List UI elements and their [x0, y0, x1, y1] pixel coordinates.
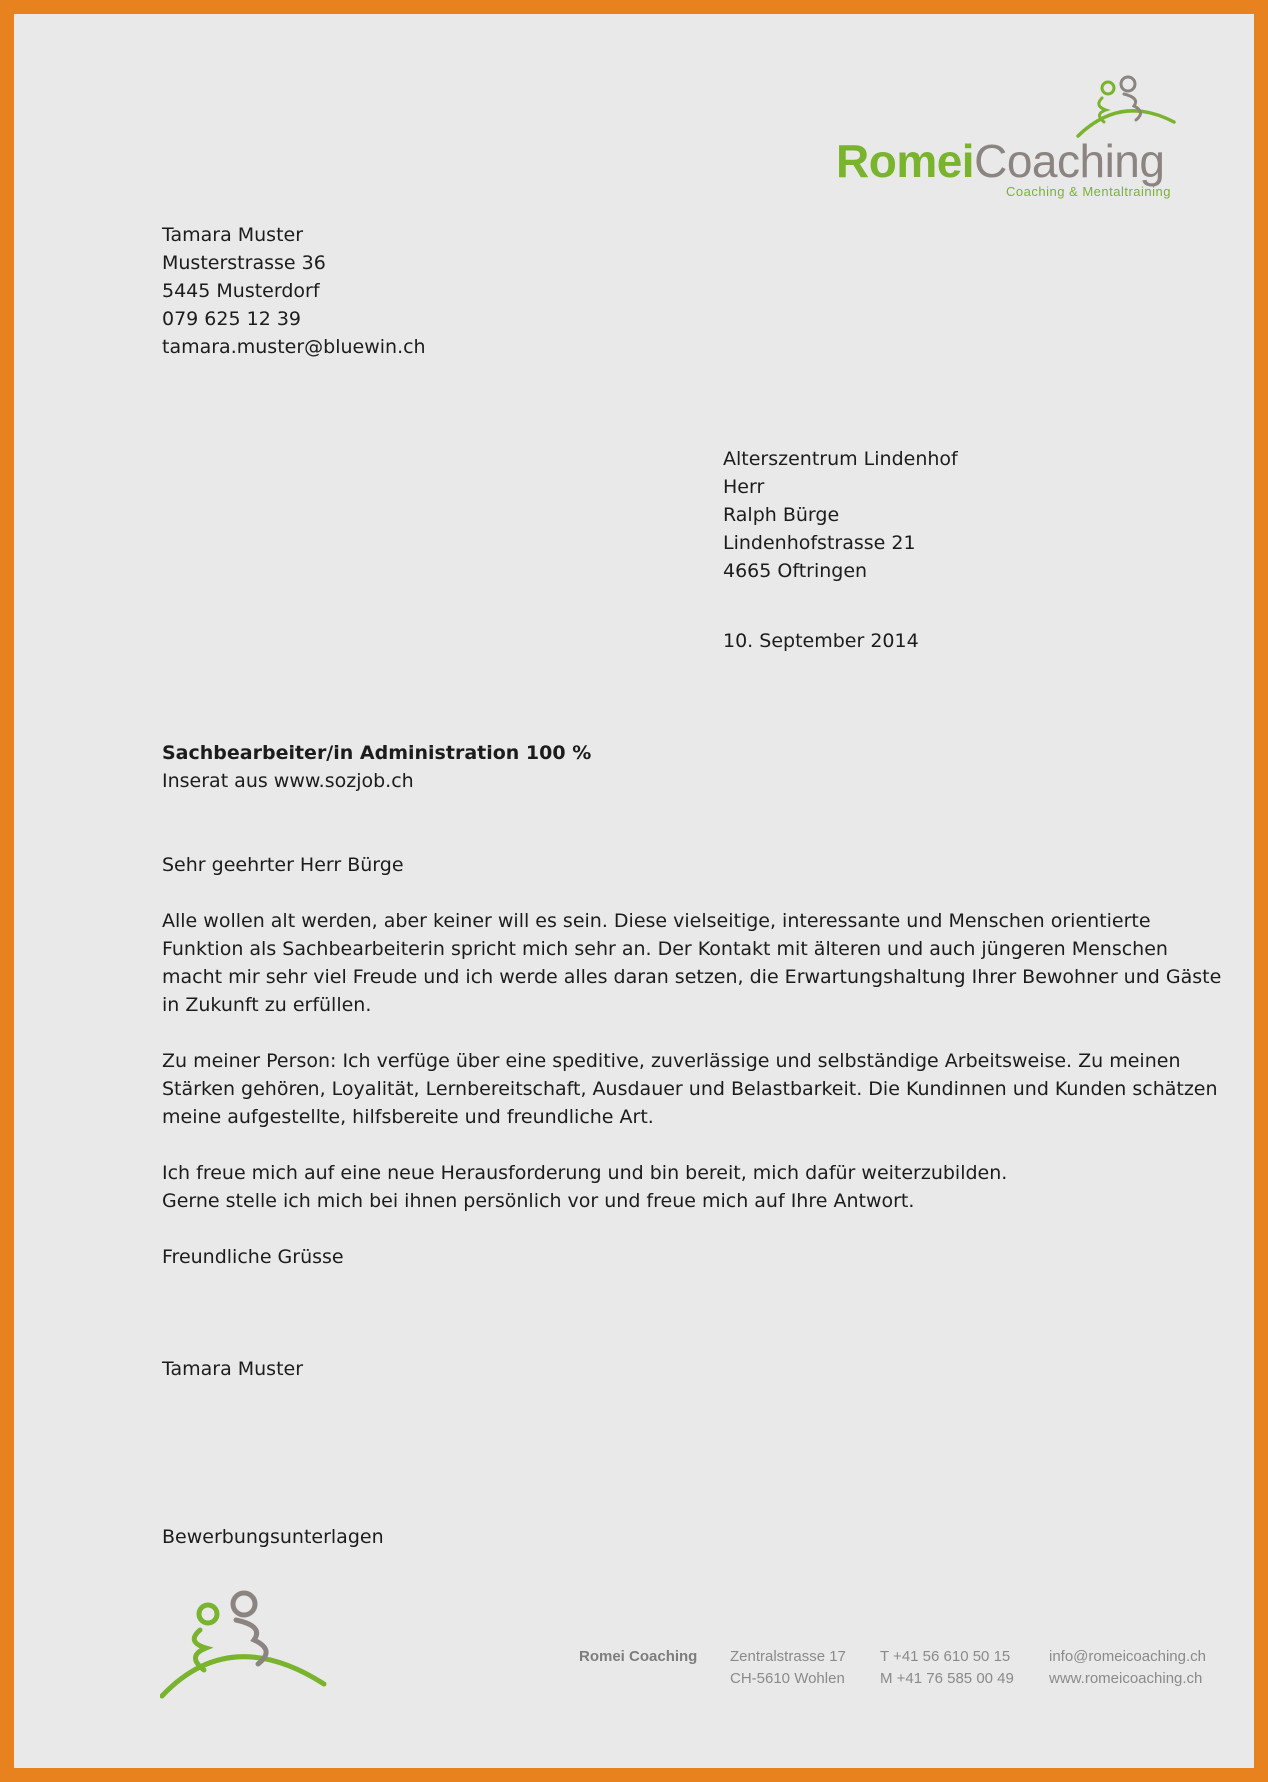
footer-phone — [880, 1646, 1014, 1690]
letter-signature: Tamara Muster — [162, 1358, 304, 1380]
sender-phone: 079 625 12 39 — [162, 308, 302, 330]
paragraph-line: in Zukunft zu erfüllen. — [162, 994, 372, 1016]
sender-city: 5445 Musterdorf — [162, 280, 320, 302]
footer-company: Romei Coaching — [579, 1648, 698, 1665]
letter-closing: Freundliche Grüsse — [162, 1246, 344, 1268]
paragraph-line: Zu meiner Person: Ich verfüge über eine speditive, zuverlässige und selbständige Arbeitsweise. Zu meinen — [162, 1050, 1181, 1072]
recipient-street: Lindenhofstrasse 21 — [723, 532, 916, 554]
sender-name: Tamara Muster — [162, 224, 304, 246]
footer-address — [730, 1646, 846, 1690]
sender-address — [162, 221, 426, 361]
letter-subject — [162, 739, 591, 795]
recipient-organization: Alterszentrum Lindenhof — [723, 448, 958, 470]
subject-source: Inserat aus www.sozjob.ch — [162, 770, 414, 792]
footer-email: info@romeicoaching.ch — [1049, 1648, 1206, 1665]
paragraph-3 — [162, 1159, 1222, 1215]
paragraph-line: Funktion als Sachbearbeiterin spricht mich sehr an. Der Kontakt mit älteren und auch jüngeren Menschen — [162, 938, 1168, 960]
paragraph-line: macht mir sehr viel Freude und ich werde alles daran setzen, die Erwartungshaltung Ihrer Bewohner und Gäste — [162, 966, 1222, 988]
footer-phone-mobile: M +41 76 585 00 49 — [880, 1670, 1014, 1687]
coaching-figures-footer-icon — [160, 1584, 330, 1704]
paragraph-line: Alle wollen alt werden, aber keiner will es sein. Diese vielseitige, interessante und Menschen orientierte — [162, 910, 1151, 932]
romei-coaching-logo-header — [836, 74, 1216, 204]
subject-title: Sachbearbeiter/in Administration 100 % — [162, 742, 592, 764]
footer-phone-landline: T +41 56 610 50 15 — [880, 1648, 1011, 1665]
sender-email: tamara.muster@bluewin.ch — [162, 336, 426, 358]
paragraph-line: Ich freue mich auf eine neue Herausforderung und bin bereit, mich dafür weiterzubilden. — [162, 1162, 1008, 1184]
footer-contact — [1049, 1646, 1206, 1690]
paragraph-line: Gerne stelle ich mich bei ihnen persönlich vor und freue mich auf Ihre Antwort. — [162, 1190, 915, 1212]
recipient-name: Ralph Bürge — [723, 504, 840, 526]
footer-city: CH-5610 Wohlen — [730, 1670, 845, 1687]
letter-enclosure: Bewerbungsunterlagen — [162, 1526, 384, 1548]
letter-greeting: Sehr geehrter Herr Bürge — [162, 854, 404, 876]
brand-tagline: Coaching & Mentaltraining — [1006, 184, 1171, 199]
paragraph-line: meine aufgestellte, hilfsbereite und freundliche Art. — [162, 1106, 654, 1128]
brand-name: RomeiCoaching — [836, 135, 1165, 187]
paragraph-1 — [162, 907, 1222, 1019]
recipient-salutation: Herr — [723, 476, 765, 498]
letter-date: 10. September 2014 — [723, 630, 919, 652]
footer-street: Zentralstrasse 17 — [730, 1648, 846, 1665]
letter-page — [14, 14, 1254, 1768]
recipient-city: 4665 Oftringen — [723, 560, 868, 582]
footer-website: www.romeicoaching.ch — [1049, 1670, 1203, 1687]
paragraph-2 — [162, 1047, 1222, 1131]
sender-street: Musterstrasse 36 — [162, 252, 326, 274]
paragraph-line: Stärken gehören, Loyalität, Lernbereitschaft, Ausdauer und Belastbarkeit. Die Kundinnen und Kunden schätzen — [162, 1078, 1218, 1100]
coaching-figures-icon — [1076, 74, 1176, 144]
recipient-address — [723, 445, 958, 585]
